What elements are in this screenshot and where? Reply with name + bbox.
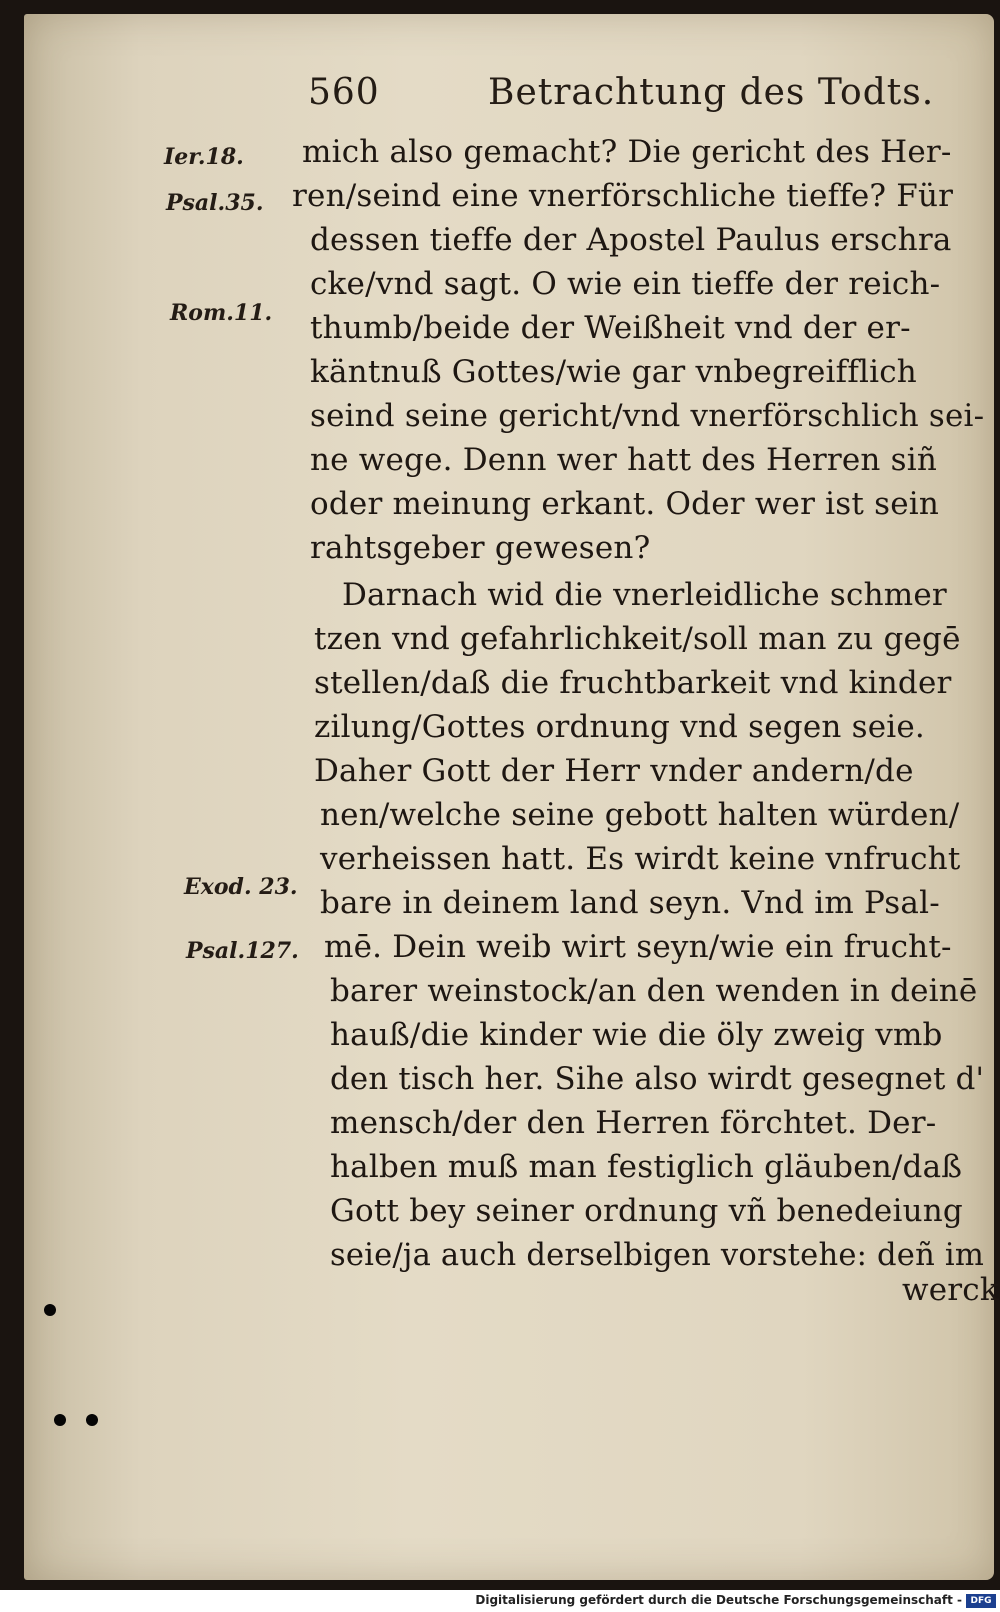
dot-mark (86, 1414, 98, 1426)
text-line: mē. Dein weib wirt seyn/wie ein frucht- (324, 929, 952, 965)
text-line: Daher Gott der Herr vnder andern/de (314, 753, 914, 789)
text-line: tzen vnd gefahrlichkeit/soll man zu gegē (314, 621, 961, 657)
text-line: hauß/die kinder wie die öly zweig vmb (330, 1017, 943, 1053)
text-line: rahtsgeber gewesen? (310, 530, 651, 566)
footer-bar (0, 1592, 1000, 1612)
dfg-logo: DFG (966, 1594, 996, 1608)
text-line: seind seine gericht/vnd vnerförschlich sei- (310, 398, 985, 434)
text-line: thumb/beide der Weißheit vnd der er- (310, 310, 911, 346)
text-line: nen/welche seine gebott halten würden/ (320, 797, 960, 833)
text-line: käntnuß Gottes/wie gar vnbegreifflich (310, 354, 917, 390)
text-line: stellen/daß die fruchtbarkeit vnd kinder (314, 665, 952, 701)
text-line: den tisch her. Sihe also wirdt gesegnet d' (330, 1061, 985, 1097)
running-head (308, 72, 935, 116)
text-line: zilung/Gottes ordnung vnd segen seie. (314, 709, 925, 745)
page-number: 560 (308, 72, 380, 113)
text-line: barer weinstock/an den wenden in deinē (330, 973, 978, 1009)
margin-note: Exod. 23. (184, 874, 298, 900)
margin-note: Psal.127. (186, 938, 299, 964)
dot-mark (54, 1414, 66, 1426)
margin-note: Psal.35. (166, 190, 264, 216)
text-line: bare in deinem land seyn. Vnd im Psal- (320, 885, 940, 921)
text-line: verheissen hatt. Es wirdt keine vnfrucht (320, 841, 961, 877)
footer-text: Digitalisierung gefördert durch die Deutsche Forschungsgemeinschaft - (475, 1593, 962, 1607)
text-line: seie/ja auch derselbigen vorstehe: deñ im (330, 1237, 985, 1273)
margin-note: Rom.11. (170, 300, 273, 326)
text-line: halben muß man festiglich gläuben/daß (330, 1149, 963, 1185)
text-line: cke/vnd sagt. O wie ein tieffe der reich- (310, 266, 941, 302)
running-title: Betrachtung des Todts. (488, 72, 935, 113)
text-line: dessen tieffe der Apostel Paulus erschra (310, 222, 952, 258)
book-page (24, 14, 999, 1580)
catchword: werck (902, 1272, 999, 1308)
text-line: mensch/der den Herren förchtet. Der- (330, 1105, 937, 1141)
text-line: ne wege. Denn wer hatt des Herren siñ (310, 442, 938, 478)
text-line: mich also gemacht? Die gericht des Her- (302, 134, 952, 170)
text-line: Darnach wid die vnerleidliche schmer (342, 577, 947, 613)
dot-mark (44, 1304, 56, 1316)
text-line: ren/seind eine vnerförschliche tieffe? Für (292, 178, 954, 214)
margin-note: Ier.18. (164, 144, 244, 170)
text-line: oder meinung erkant. Oder wer ist sein (310, 486, 940, 522)
text-line: Gott bey seiner ordnung vñ benedeiung (330, 1193, 963, 1229)
